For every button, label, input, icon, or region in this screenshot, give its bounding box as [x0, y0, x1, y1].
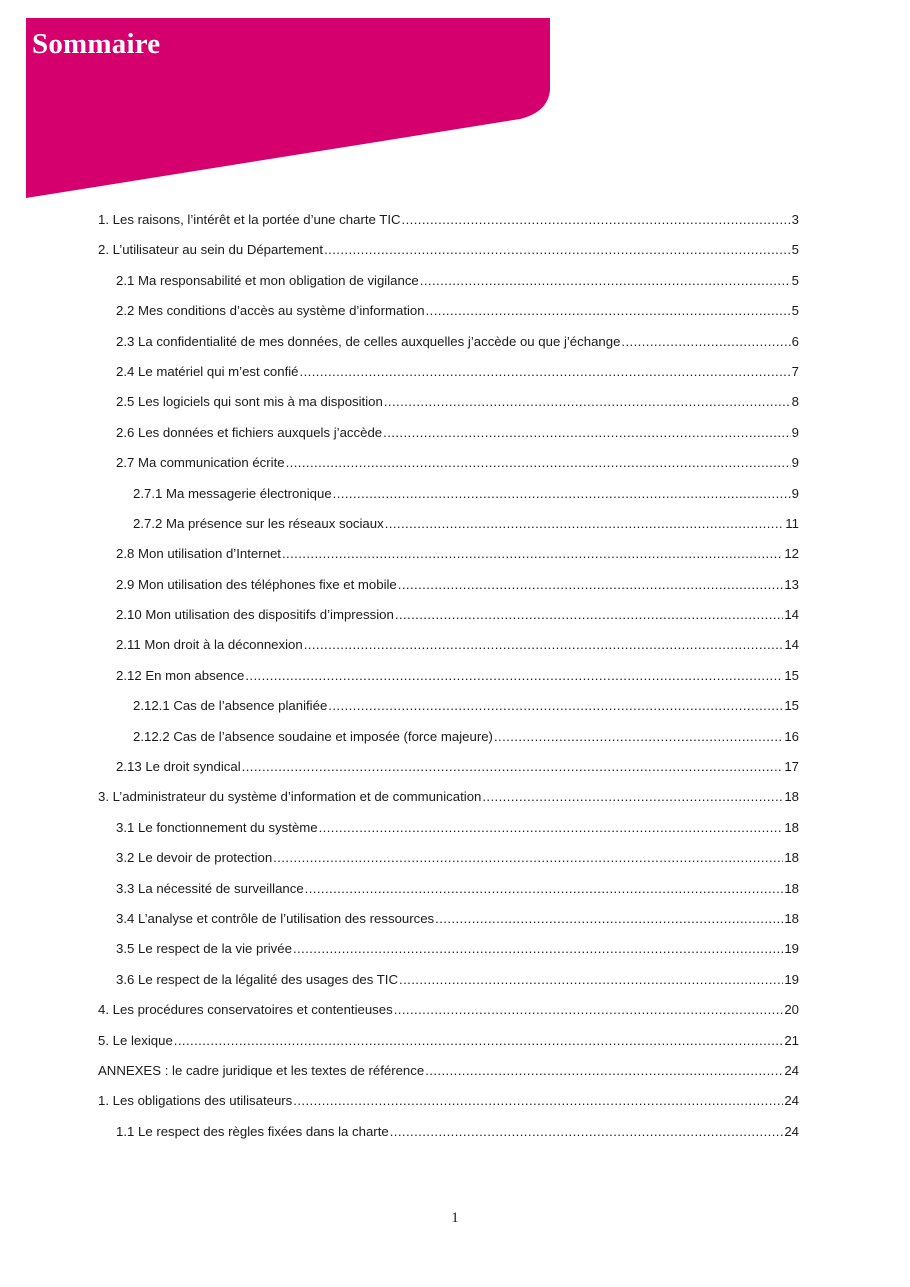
header-banner [0, 0, 910, 210]
toc-leader-dots [282, 539, 783, 569]
toc-leader-dots [245, 661, 783, 691]
toc-leader-dots [383, 418, 791, 448]
toc-leader-dots [482, 782, 783, 812]
toc-entry-page: 11 [785, 515, 799, 531]
toc-leader-dots [385, 509, 785, 539]
toc-entry[interactable] [98, 874, 799, 904]
toc-entry-title: 2.9 Mon utilisation des téléphones fixe et mobile [116, 576, 397, 592]
toc-entry-page: 20 [784, 1002, 799, 1018]
toc-leader-dots [398, 570, 784, 600]
toc-entry-title: 3.6 Le respect de la légalité des usages des TIC [116, 971, 398, 987]
toc-entry[interactable] [98, 1026, 799, 1056]
toc-entry[interactable] [98, 722, 799, 752]
toc-entry-title: 2.3 La confidentialité de mes données, de celles auxquelles j’accède ou que j’échange [116, 333, 621, 349]
toc-entry-page: 18 [784, 910, 799, 926]
toc-leader-dots [402, 205, 791, 235]
toc-entry[interactable] [98, 448, 799, 478]
toc-leader-dots [420, 266, 791, 296]
toc-entry[interactable] [98, 387, 799, 417]
toc-entry[interactable] [98, 357, 799, 387]
toc-entry-title: 2.12.2 Cas de l’absence soudaine et imposée (force majeure) [133, 728, 493, 744]
toc-leader-dots [305, 874, 784, 904]
toc-leader-dots [435, 904, 783, 934]
toc-entry[interactable] [98, 965, 799, 995]
toc-leader-dots [425, 1056, 783, 1086]
toc-entry-title: 1. Les obligations des utilisateurs [98, 1093, 293, 1109]
toc-leader-dots [621, 327, 790, 357]
toc-leader-dots [426, 296, 791, 326]
toc-entry-page: 15 [784, 667, 799, 683]
toc-leader-dots [273, 843, 783, 873]
toc-leader-dots [300, 357, 791, 387]
toc-entry-page: 18 [784, 850, 799, 866]
toc-entry-title: 2.7 Ma communication écrite [116, 455, 285, 471]
toc-entry-page: 14 [784, 637, 799, 653]
toc-entry-title: 2.2 Mes conditions d’accès au système d’information [116, 303, 425, 319]
toc-entry-title: 3.1 Le fonctionnement du système [116, 819, 318, 835]
toc-entry-page: 5 [791, 242, 799, 258]
toc-entry[interactable] [98, 995, 799, 1025]
toc-entry-page: 13 [784, 576, 799, 592]
page-number: 1 [451, 1210, 459, 1226]
toc-leader-dots [390, 1117, 784, 1147]
toc-entry[interactable] [98, 661, 799, 691]
page-title: Sommaire [32, 28, 161, 60]
toc-entry[interactable] [98, 934, 799, 964]
toc-entry-page: 9 [791, 424, 799, 440]
toc-entry-title: 1.1 Le respect des règles fixées dans la charte [116, 1123, 389, 1139]
toc-entry-title: 2.10 Mon utilisation des dispositifs d’impression [116, 607, 394, 623]
toc-entry-title: 2.12 En mon absence [116, 667, 245, 683]
toc-entry[interactable] [98, 266, 799, 296]
toc-entry-page: 3 [791, 212, 799, 227]
toc-entry-title: 1. Les raisons, l’intérêt et la portée d’une charte TIC [98, 212, 401, 227]
toc-entry-title: 2.4 Le matériel qui m’est confié [116, 363, 299, 379]
toc-leader-dots [293, 1086, 783, 1116]
toc-entry-page: 17 [784, 759, 799, 775]
toc-entry[interactable] [98, 539, 799, 569]
toc-entry-page: 6 [791, 333, 799, 349]
toc-leader-dots [494, 722, 783, 752]
toc-entry[interactable] [98, 752, 799, 782]
toc-entry-title: 2.8 Mon utilisation d’Internet [116, 546, 281, 562]
toc-entry-page: 8 [791, 394, 799, 410]
toc-entry[interactable] [98, 843, 799, 873]
toc-entry[interactable] [98, 600, 799, 630]
toc-entry-page: 5 [791, 303, 799, 319]
toc-entry[interactable] [98, 296, 799, 326]
toc-entry-page: 18 [784, 819, 799, 835]
toc-entry[interactable] [98, 782, 799, 812]
toc-entry-page: 14 [784, 607, 799, 623]
toc-entry-title: 2.7.2 Ma présence sur les réseaux sociaux [133, 515, 384, 531]
toc-entry-page: 9 [791, 485, 799, 501]
toc-leader-dots [333, 479, 791, 509]
toc-leader-dots [319, 813, 784, 843]
toc-entry-title: ANNEXES : le cadre juridique et les textes de référence [98, 1062, 425, 1078]
toc-entry-page: 9 [791, 455, 799, 471]
toc-entry-title: 3.2 Le devoir de protection [116, 850, 273, 866]
toc-entry-title: 2. L’utilisateur au sein du Département [98, 242, 324, 258]
toc-entry-page: 24 [784, 1093, 799, 1109]
toc-entry[interactable] [98, 1117, 799, 1147]
toc-leader-dots [399, 965, 783, 995]
toc-entry-title: 2.5 Les logiciels qui sont mis à ma disposition [116, 394, 383, 410]
toc-entry-title: 2.6 Les données et fichiers auxquels j’accède [116, 424, 383, 440]
toc-leader-dots [304, 630, 784, 660]
toc-entry-page: 18 [784, 880, 799, 896]
toc-entry-title: 2.12.1 Cas de l’absence planifiée [133, 698, 328, 714]
toc-leader-dots [242, 752, 784, 782]
toc-entry[interactable] [98, 235, 799, 265]
toc-entry-page: 19 [784, 941, 799, 957]
toc-entry[interactable] [98, 1086, 799, 1116]
toc-entry-page: 12 [784, 546, 799, 562]
toc-entry[interactable] [98, 813, 799, 843]
toc-entry-page: 16 [784, 728, 799, 744]
toc-entry[interactable] [98, 691, 799, 721]
toc-entry-page: 24 [784, 1062, 799, 1078]
toc-entry[interactable] [98, 479, 799, 509]
toc-leader-dots [384, 387, 791, 417]
toc-entry-page: 5 [791, 272, 799, 288]
toc-entry-page: 21 [784, 1032, 799, 1048]
toc-entry-title: 2.1 Ma responsabilité et mon obligation de vigilance [116, 272, 419, 288]
toc-leader-dots [324, 235, 791, 265]
toc-entry-page: 15 [784, 698, 799, 714]
toc-leader-dots [394, 995, 784, 1025]
table-of-contents [98, 205, 799, 1147]
toc-entry-title: 3.4 L’analyse et contrôle de l’utilisation des ressources [116, 910, 435, 926]
toc-entry-page: 18 [784, 789, 799, 805]
toc-entry-title: 2.7.1 Ma messagerie électronique [133, 485, 332, 501]
toc-entry[interactable] [98, 1056, 799, 1086]
toc-leader-dots [286, 448, 791, 478]
toc-entry-title: 4. Les procédures conservatoires et contentieuses [98, 1002, 393, 1018]
toc-entry[interactable] [98, 509, 799, 539]
toc-entry-title: 5. Le lexique [98, 1032, 173, 1048]
toc-entry-title: 3.5 Le respect de la vie privée [116, 941, 292, 957]
toc-leader-dots [395, 600, 784, 630]
toc-entry-title: 3.3 La nécessité de surveillance [116, 880, 304, 896]
toc-entry-title: 3. L’administrateur du système d’information et de communication [98, 789, 482, 805]
toc-entry[interactable] [98, 630, 799, 660]
toc-entry[interactable] [98, 904, 799, 934]
toc-entry-page: 19 [784, 971, 799, 987]
toc-entry-page: 24 [784, 1123, 799, 1139]
toc-entry[interactable] [98, 570, 799, 600]
toc-leader-dots [328, 691, 783, 721]
toc-entry-title: 2.13 Le droit syndical [116, 759, 241, 775]
toc-entry[interactable] [98, 418, 799, 448]
toc-entry-page: 7 [791, 363, 799, 379]
toc-entry-title: 2.11 Mon droit à la déconnexion [116, 637, 303, 653]
toc-entry[interactable] [98, 205, 799, 235]
toc-leader-dots [174, 1026, 784, 1056]
toc-leader-dots [293, 934, 783, 964]
toc-entry[interactable] [98, 327, 799, 357]
